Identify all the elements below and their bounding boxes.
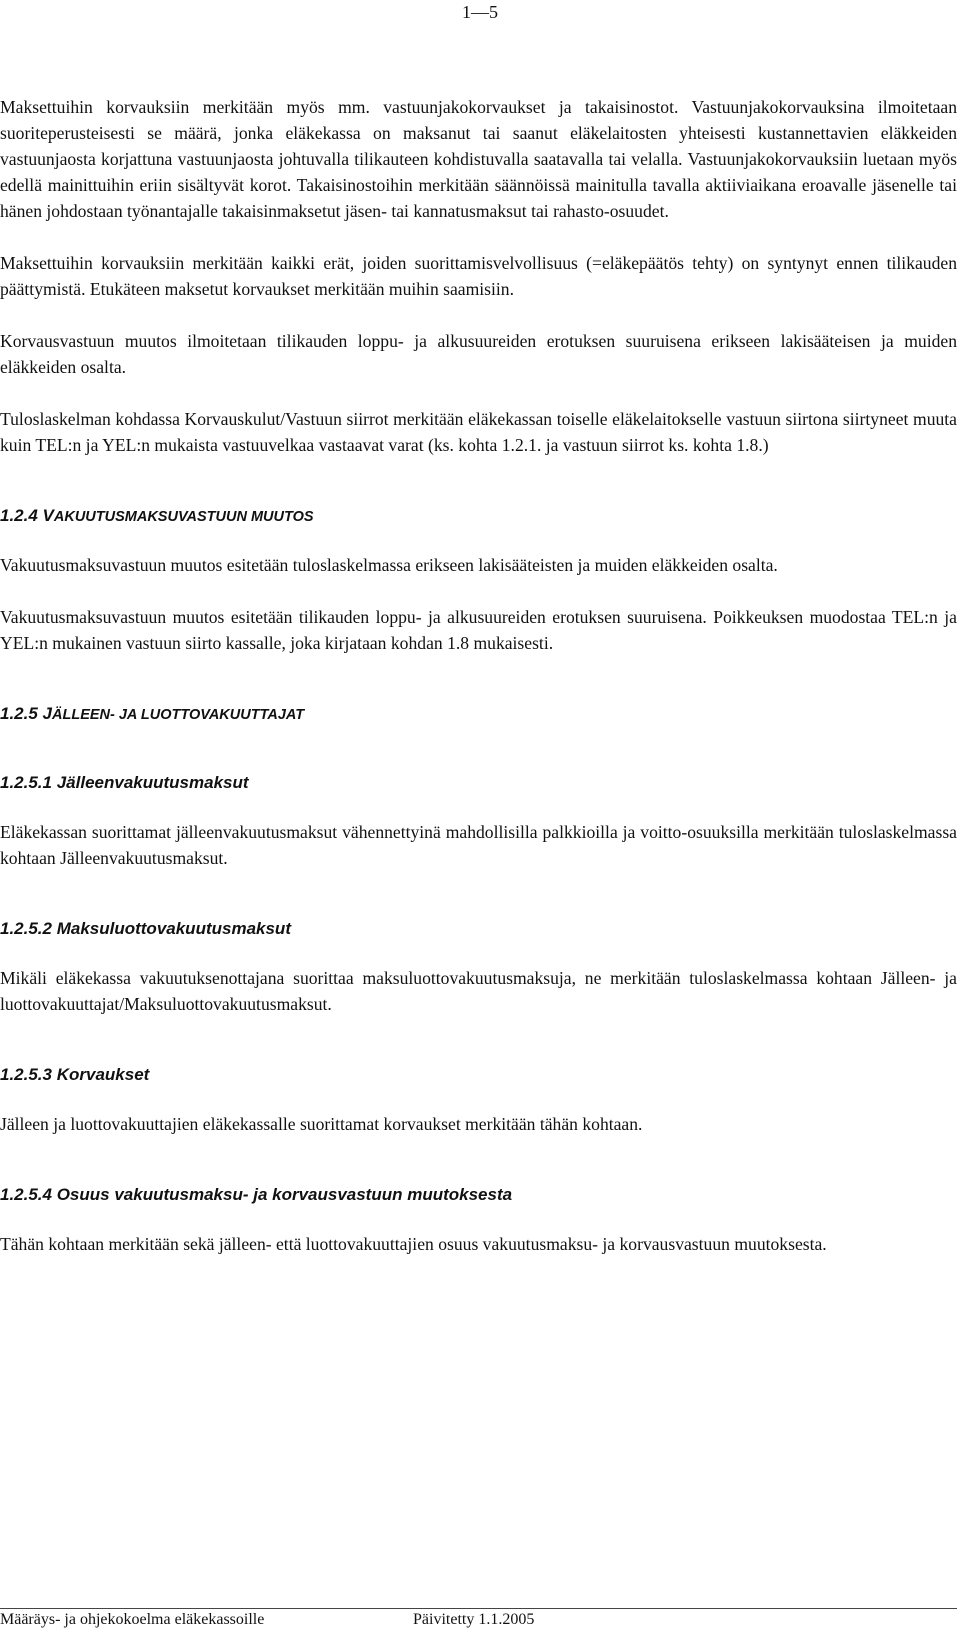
footer-publication-title: Määräys- ja ohjekokoelma eläkekassoille bbox=[0, 1611, 265, 1628]
paragraph: Eläkekassan suorittamat jälleenvakuutusmaksut vähennettyinä mahdollisilla palkkioilla ja voitto-osuuksilla merkitään tuloslaskelmassa kohtaan Jälleenvakuutusmaksut. bbox=[0, 822, 957, 868]
section-title-rest: ÄLLEEN- JA LUOTTOVAKUUTTAJAT bbox=[52, 707, 305, 723]
subsection-heading-1-2-5-1: 1.2.5.1 Jälleenvakuutusmaksut bbox=[0, 773, 249, 792]
footer-divider bbox=[0, 1608, 957, 1609]
paragraph: Jälleen ja luottovakuuttajien eläkekassalle suorittamat korvaukset merkitään tähän kohtaan. bbox=[0, 1114, 643, 1134]
paragraph: Maksettuihin korvauksiin merkitään myös mm. vastuunjakokorvaukset ja takaisinostot. Vastuunjakokorvauksina ilmoitetaan suoriteperusteisesti se määrä, jonka eläkekassa on maksanut tai saanut eläkelaitosten yhteisesti kustannettavien eläkkeiden vastuunjaosta korjattuna vastuunjaosta johtuvalla tilikauteen kohdistuvalla saatavalla tai velalla. Vastuunjakokorvauksiin luetaan myös edellä mainittuihin eriin sisältyvät korot. Takaisinostoihin merkitään säännöissä mainitulla tavalla aktiiviaikana eroavalle jäsenelle tai hänen johdostaan työnantajalle takaisinmaksetut jäsen- tai kannatusmaksut tai rahasto-osuudet. bbox=[0, 97, 957, 221]
footer-updated-date: Päivitetty 1.1.2005 bbox=[413, 1611, 535, 1628]
subsection-heading-1-2-5-3: 1.2.5.3 Korvaukset bbox=[0, 1065, 150, 1084]
section-heading-1-2-5 bbox=[0, 704, 957, 724]
paragraph: Korvausvastuun muutos ilmoitetaan tilikauden loppu- ja alkusuureiden erotuksen suuruisena erikseen lakisääteisen ja muiden eläkkeiden osalta. bbox=[0, 331, 957, 377]
document-body bbox=[0, 94, 957, 1283]
paragraph: Maksettuihin korvauksiin merkitään kaikki erät, joiden suorittamisvelvollisuus (=eläkepäätös tehty) on syntynyt ennen tilikauden päättymistä. Etukäteen maksetut korvaukset merkitään muihin saamisiin. bbox=[0, 253, 957, 299]
section-heading-1-2-4 bbox=[0, 506, 957, 526]
section-title-rest: AKUUTUSMAKSUVASTUUN MUUTOS bbox=[53, 509, 314, 525]
paragraph: Tuloslaskelman kohdassa Korvauskulut/Vastuun siirrot merkitään eläkekassan toiselle eläkelaitokselle vastuun siirtona siirtyneet muuta kuin TEL:n ja YEL:n mukaista vastuuvelkaa vastaavat varat (ks. kohta 1.2.1. ja vastuun siirrot ks. kohta 1.8.) bbox=[0, 409, 957, 455]
page-number: 1—5 bbox=[462, 2, 498, 22]
subsection-heading-1-2-5-4: 1.2.5.4 Osuus vakuutusmaksu- ja korvausvastuun muutoksesta bbox=[0, 1185, 513, 1204]
paragraph: Vakuutusmaksuvastuun muutos esitetään tuloslaskelmassa erikseen lakisääteisten ja muiden eläkkeiden osalta. bbox=[0, 555, 778, 575]
section-title-initial: V bbox=[42, 506, 54, 525]
section-number: 1.2.5 bbox=[0, 704, 43, 723]
paragraph: Vakuutusmaksuvastuun muutos esitetään tilikauden loppu- ja alkusuureiden erotuksen suuruisena. Poikkeuksen muodostaa TEL:n ja YEL:n mukainen vastuun siirto kassalle, joka kirjataan kohdan 1.8 mukaisesti. bbox=[0, 607, 957, 653]
section-number: 1.2.4 bbox=[0, 506, 43, 525]
page-footer bbox=[0, 1608, 960, 1636]
subsection-heading-1-2-5-2: 1.2.5.2 Maksuluottovakuutusmaksut bbox=[0, 919, 291, 938]
section-title-initial: J bbox=[42, 704, 53, 723]
paragraph: Mikäli eläkekassa vakuutuksenottajana suorittaa maksuluottovakuutusmaksuja, ne merkitään tuloslaskelmassa kohtaan Jälleen- ja luottovakuuttajat/Maksuluottovakuutusmaksut. bbox=[0, 968, 957, 1014]
paragraph: Tähän kohtaan merkitään sekä jälleen- että luottovakuuttajien osuus vakuutusmaksu- ja korvausvastuun muutoksesta. bbox=[0, 1234, 827, 1254]
